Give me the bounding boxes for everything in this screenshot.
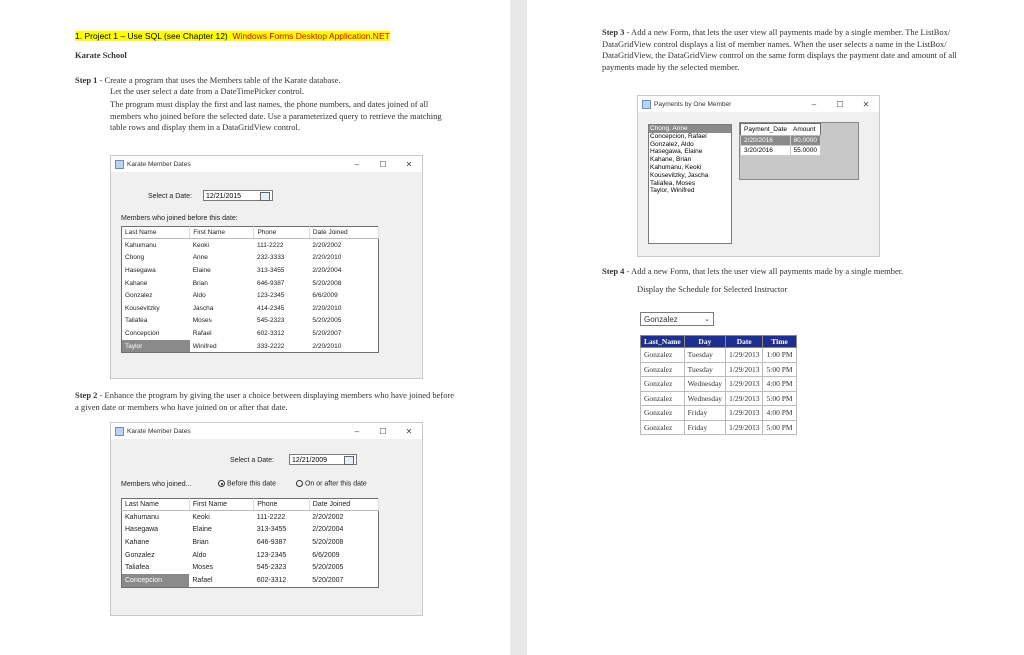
step1-line (75, 75, 445, 87)
table-cell: 1/29/2013 (726, 362, 763, 377)
table-row[interactable] (122, 315, 379, 328)
table-row[interactable] (122, 289, 379, 302)
table-cell: 1/29/2013 (726, 377, 763, 392)
table-cell: 5:00 PM (763, 362, 796, 377)
table-cell[interactable]: 414-2345 (256, 304, 285, 312)
table-cell[interactable]: 6/6/2009 (312, 551, 340, 559)
step3-paragraph (602, 27, 987, 73)
table-cell[interactable]: 313-3455 (256, 526, 287, 534)
payments-grid[interactable] (740, 123, 821, 156)
table-row[interactable] (122, 561, 379, 574)
radio-after[interactable] (296, 480, 367, 487)
table-cell[interactable]: Hasegawa (125, 526, 159, 534)
table-cell: 1/29/2013 (726, 420, 763, 435)
school-title: Karate School (75, 50, 127, 60)
maximize-button[interactable]: ☐ (379, 159, 387, 169)
radio-before-label: Before this date (226, 480, 276, 488)
step1-text: - Create a program that uses the Members table of the Karate database. (97, 75, 341, 85)
title-bar (111, 423, 422, 439)
window-title: Karate Member Dates (127, 160, 191, 168)
table-cell[interactable]: 6/6/2009 (312, 292, 338, 300)
table-cell[interactable]: Aldo (192, 292, 206, 300)
table-cell[interactable]: 602-3312 (256, 329, 285, 337)
col-date: Date (726, 336, 763, 348)
table-cell[interactable]: 2/20/2016 (741, 136, 791, 146)
table-cell[interactable]: Rafael (192, 329, 212, 337)
table-cell: Friday (684, 406, 725, 421)
table-cell[interactable]: 3/20/2016 (741, 146, 791, 156)
table-cell[interactable]: 123-2345 (256, 292, 285, 300)
table-cell[interactable]: 80.0000 (790, 136, 821, 146)
title-bar (638, 96, 879, 112)
col-payment-date[interactable]: Payment_Date (741, 124, 791, 136)
table-cell[interactable]: 646-9387 (256, 538, 287, 546)
table-cell[interactable]: Elaine (192, 266, 211, 274)
app-icon (115, 160, 124, 169)
table-cell[interactable]: Jascha (192, 304, 214, 312)
step1-paragraph: The program must display the first and last names, the phone numbers, and dates joined of all members who joined before the selected date. Use a parameterized query to retrieve the matching table rows and display them in a DataGridView control. (110, 99, 442, 132)
payments-grid-container (739, 122, 859, 180)
minimize-button[interactable]: – (811, 99, 817, 109)
minimize-button[interactable]: – (354, 426, 360, 436)
table-cell: 1/29/2013 (726, 406, 763, 421)
app-icon (115, 427, 124, 436)
table-cell[interactable]: Hasegawa (125, 266, 156, 274)
close-button[interactable]: ✕ (862, 99, 870, 109)
member-listbox[interactable] (648, 124, 732, 244)
table-cell[interactable]: Concepcion (125, 329, 160, 337)
members-label: Members who joined before this date: (121, 215, 238, 222)
table-cell[interactable]: 333-2222 (256, 342, 285, 350)
heading-red: Windows Forms Desktop Application.NET (232, 31, 390, 41)
table-cell: Gonzalez (641, 362, 685, 377)
list-item[interactable]: Kahumanu, Keoki (650, 163, 702, 171)
step2-text: - Enhance the program by giving the user a choice between displaying members who have joined before a given date or members who have joined on or after that date. (75, 390, 455, 412)
table-cell[interactable]: 2/20/2010 (312, 304, 342, 312)
window-title: Payments by One Member (654, 100, 732, 108)
table-cell[interactable]: Moses (192, 317, 212, 325)
table-cell: Tuesday (684, 348, 725, 363)
heading-prefix: 1. Project 1 – Use SQL (see Chapter 12) (75, 31, 228, 41)
radio-before-indicator[interactable] (218, 480, 225, 487)
table-row (641, 391, 797, 406)
step3-label: Step 3 (602, 27, 625, 37)
table-cell[interactable]: Chong (125, 254, 145, 262)
table-cell: Gonzalez (641, 420, 685, 435)
col-last-name[interactable]: Last Name (122, 227, 190, 239)
table-row (641, 362, 797, 377)
step2-paragraph (75, 390, 455, 413)
date-picker[interactable] (289, 454, 357, 465)
table-cell[interactable]: Kahumanu (125, 513, 159, 521)
col-first-name[interactable]: First Name (189, 499, 253, 511)
table-cell[interactable]: 111-2222 (256, 241, 284, 249)
table-cell[interactable]: Elaine (192, 526, 212, 534)
list-item[interactable]: Chong, Anne (649, 125, 731, 133)
table-cell[interactable]: 2/20/2002 (312, 241, 342, 249)
schedule-table (640, 335, 797, 435)
table-row[interactable] (122, 239, 379, 252)
table-cell: Gonzalez (641, 348, 685, 363)
table-cell: 1:00 PM (763, 348, 796, 363)
instructor-value: Gonzalez (644, 315, 678, 324)
table-cell[interactable]: 2/20/2004 (312, 526, 344, 534)
table-cell: 4:00 PM (763, 406, 796, 421)
table-cell[interactable]: 5/20/2005 (312, 317, 342, 325)
table-cell[interactable]: 5/20/2005 (312, 564, 344, 572)
table-cell: Wednesday (684, 377, 725, 392)
close-button[interactable]: ✕ (405, 159, 413, 169)
table-cell[interactable]: Moses (192, 564, 213, 572)
step1-label: Step 1 (75, 75, 98, 85)
col-first-name[interactable]: First Name (190, 227, 254, 239)
table-cell: Tuesday (684, 362, 725, 377)
table-cell[interactable]: 5/20/2007 (312, 576, 344, 584)
radio-after-label: On or after this date (304, 480, 367, 488)
select-date-label: Select a Date: (230, 457, 274, 464)
col-date-joined[interactable]: Date Joined (309, 499, 378, 511)
col-phone[interactable]: Phone (254, 227, 309, 239)
schedule-header (641, 336, 797, 348)
list-item[interactable]: Taylor, Winifred (650, 187, 695, 195)
table-row[interactable] (122, 252, 379, 265)
date-picker[interactable] (203, 190, 273, 201)
table-cell[interactable]: 2/20/2010 (312, 342, 342, 350)
step4-paragraph (602, 266, 1002, 278)
table-cell: Gonzalez (641, 391, 685, 406)
table-row (641, 377, 797, 392)
table-row[interactable] (122, 327, 379, 340)
grid-header (122, 227, 379, 239)
maximize-button[interactable]: ☐ (379, 426, 387, 436)
col-date-joined[interactable]: Date Joined (309, 227, 378, 239)
step4-label: Step 4 (602, 266, 625, 276)
table-row[interactable] (122, 264, 379, 277)
table-cell[interactable]: 123-2345 (256, 551, 287, 559)
step1-line2: Let the user select a date from a DateTimePicker control. (110, 86, 305, 96)
table-row[interactable] (122, 536, 379, 549)
table-row[interactable] (122, 574, 379, 587)
table-cell[interactable]: 545-2323 (256, 317, 285, 325)
table-cell[interactable]: Brian (192, 538, 209, 546)
table-row[interactable] (122, 524, 379, 537)
minimize-button[interactable]: – (354, 159, 360, 169)
table-cell[interactable]: 2/20/2004 (312, 266, 342, 274)
grid-header (741, 124, 821, 136)
col-amount[interactable]: Amount (790, 124, 821, 136)
maximize-button[interactable]: ☐ (836, 99, 844, 109)
table-cell[interactable]: 5/20/2007 (312, 329, 342, 337)
table-cell[interactable]: Kahumanu (125, 241, 157, 249)
step3-text: - Add a new Form, that lets the user view all payments made by a single member. The ListBox/ DataGridView control displays a list of member names. When the user selects a name in the ListBox/ DataGridView, the DataGridView control on the same form displays the payment date and amount of all payments made by the selected member. (602, 27, 957, 72)
table-cell[interactable]: 111-2222 (256, 513, 286, 521)
date-value: 12/21/2009 (292, 457, 328, 464)
table-cell: Wednesday (684, 391, 725, 406)
table-row[interactable] (122, 277, 379, 290)
project-heading (75, 26, 390, 44)
table-cell: 5:00 PM (763, 420, 796, 435)
table-row[interactable] (122, 340, 379, 353)
document-page-left (0, 0, 510, 655)
close-button[interactable]: ✕ (405, 426, 413, 436)
step4-subtitle: Display the Schedule for Selected Instructor (637, 284, 788, 294)
table-cell[interactable]: 646-9387 (256, 279, 285, 287)
table-cell[interactable]: Taliafea (125, 317, 148, 325)
members-grid[interactable] (121, 498, 379, 588)
table-cell: 4:00 PM (763, 377, 796, 392)
col-phone[interactable]: Phone (254, 499, 310, 511)
karate-member-dates-window-2 (110, 422, 423, 616)
table-cell[interactable]: Keoki (192, 513, 210, 521)
payments-by-one-member-window (637, 95, 880, 257)
table-cell[interactable]: Gonzalez (125, 292, 153, 300)
table-row (641, 420, 797, 435)
table-cell[interactable]: Brian (192, 279, 208, 287)
table-row (641, 406, 797, 421)
step2-label: Step 2 (75, 390, 98, 400)
table-cell[interactable]: 602-3312 (256, 576, 287, 584)
table-cell[interactable]: 2/20/2002 (312, 513, 344, 521)
table-cell[interactable]: Taliafea (125, 564, 150, 572)
table-row[interactable] (122, 549, 379, 562)
table-row[interactable] (741, 146, 821, 156)
table-row (641, 348, 797, 363)
document-page-right (527, 0, 1024, 655)
app-icon (642, 100, 651, 109)
table-cell[interactable]: Winifred (192, 342, 217, 350)
table-cell[interactable]: 5/20/2008 (312, 538, 344, 546)
window-title: Karate Member Dates (127, 427, 191, 435)
table-cell[interactable]: Keoki (192, 241, 209, 249)
calendar-icon[interactable] (344, 456, 354, 465)
table-cell[interactable]: Kousevitzky (125, 304, 160, 312)
instructor-combo[interactable] (640, 312, 714, 326)
table-cell[interactable]: 313-3455 (256, 266, 285, 274)
members-label: Members who joined... (121, 481, 192, 488)
chevron-down-icon[interactable]: ⌄ (704, 316, 710, 323)
radio-before[interactable] (218, 480, 276, 487)
calendar-icon[interactable] (260, 192, 270, 201)
col-day: Day (684, 336, 725, 348)
karate-member-dates-window-1 (110, 155, 423, 379)
list-item[interactable]: Kahane, Brian (650, 156, 692, 164)
table-cell[interactable]: 2/20/2010 (312, 254, 342, 262)
table-cell[interactable]: 55.0000 (790, 146, 821, 156)
table-cell[interactable]: 545-2323 (256, 564, 287, 572)
table-cell: 1/29/2013 (726, 348, 763, 363)
list-item[interactable]: Gonzalez, Aldo (650, 140, 694, 148)
table-cell[interactable]: 5/20/2008 (312, 279, 342, 287)
table-cell[interactable]: Aldo (192, 551, 207, 559)
list-item[interactable]: Taliafea, Moses (650, 179, 696, 187)
table-cell[interactable]: Kahane (125, 279, 148, 287)
col-last-name: Last_Name (641, 336, 685, 348)
table-cell: Friday (684, 420, 725, 435)
step4-text: - Add a new Form, that lets the user view all payments made by a single member. (624, 266, 904, 276)
radio-after-indicator[interactable] (296, 480, 303, 487)
table-cell[interactable]: Rafael (192, 576, 213, 584)
col-time: Time (763, 336, 796, 348)
members-grid[interactable] (121, 226, 379, 353)
table-cell[interactable]: Anne (192, 254, 208, 262)
table-cell[interactable]: 232-3333 (256, 254, 285, 262)
table-cell[interactable]: Concepcion (122, 574, 190, 587)
date-value: 12/21/2015 (206, 193, 242, 200)
col-last-name[interactable]: Last Name (122, 499, 190, 511)
table-cell[interactable]: Gonzalez (125, 551, 155, 559)
table-cell: Gonzalez (641, 406, 685, 421)
select-date-label: Select a Date: (148, 193, 192, 200)
list-item[interactable]: Hasegawa, Elaine (650, 148, 703, 156)
table-cell: 5:00 PM (763, 391, 796, 406)
grid-header (122, 499, 379, 511)
table-cell[interactable]: Taylor (122, 340, 190, 353)
table-row[interactable] (122, 511, 379, 524)
table-row[interactable] (122, 302, 379, 315)
title-bar (111, 156, 422, 172)
list-item[interactable]: Concepcion, Rafael (650, 132, 707, 140)
table-cell[interactable]: Kahane (125, 538, 150, 546)
list-item[interactable]: Kousevitzky, Jascha (650, 171, 709, 179)
table-cell: Gonzalez (641, 377, 685, 392)
table-cell: 1/29/2013 (726, 391, 763, 406)
table-row[interactable] (741, 136, 821, 146)
